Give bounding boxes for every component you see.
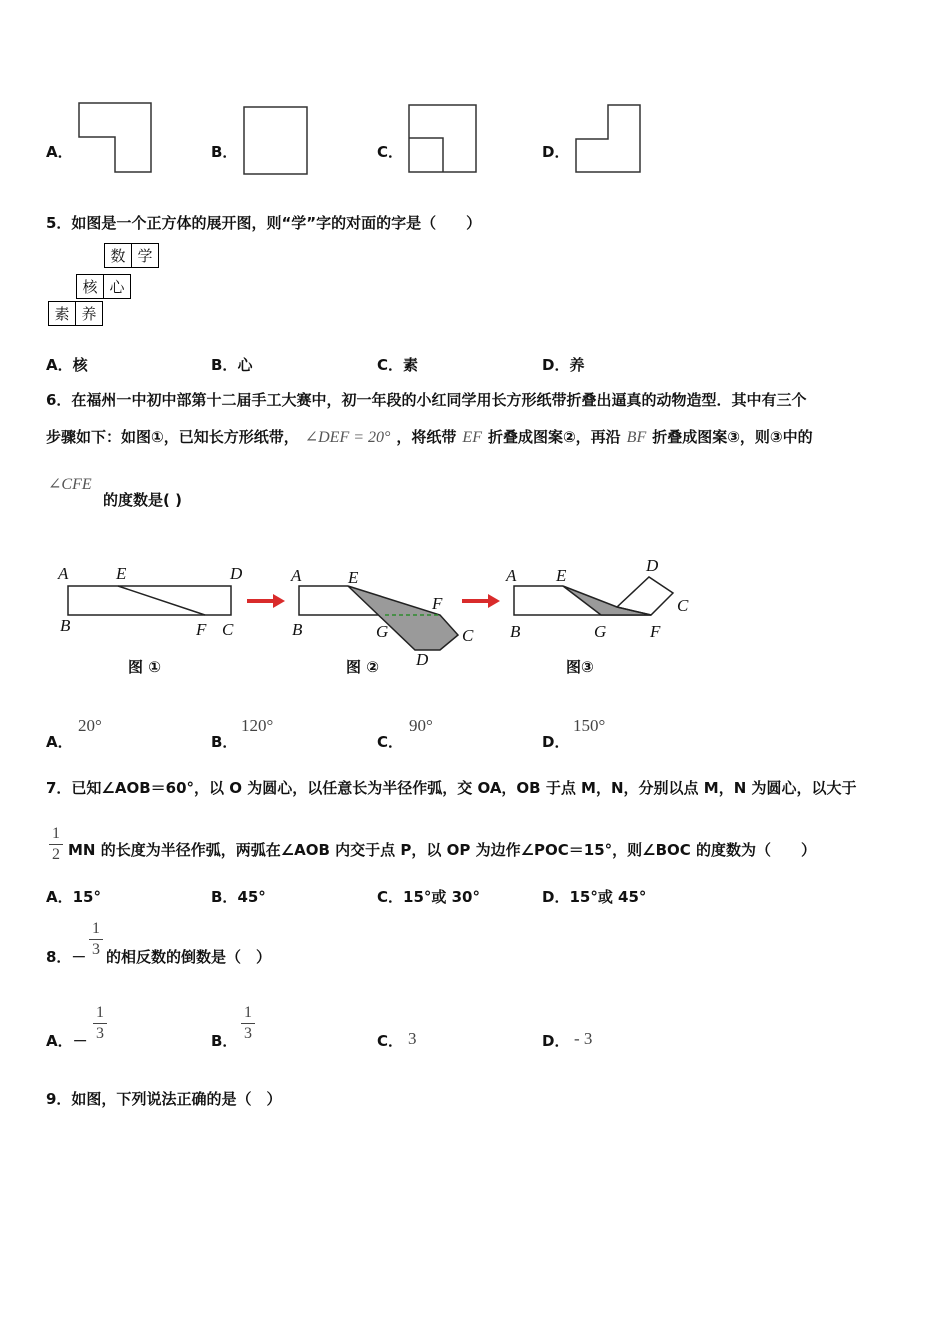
q8-option-b-fraction: 1 3 [241, 1004, 255, 1043]
net-cell: 数 [104, 243, 132, 268]
fig1-label-e: E [116, 564, 127, 583]
net-cell: 心 [103, 274, 131, 299]
fig2-label-g: G [376, 622, 389, 641]
fig3-caption: 图③ [566, 658, 594, 676]
q6-option-d-value: 150° [573, 716, 606, 735]
q8-option-a-fraction: 1 3 [93, 1004, 107, 1043]
q8-fraction: 1 3 [89, 920, 103, 959]
q6-option-c-value: 90° [409, 716, 433, 735]
q6-option-d-letter: D． [542, 733, 570, 751]
q8-option-c-letter: C． [377, 1032, 404, 1050]
fig3-label-d: D [646, 556, 659, 575]
q7-line1: 7．已知∠AOB＝60°，以 O 为圆心，以任意长为半径作弧，交 OA，OB 于点 M，N，分别以点 M，N 为圆心，以大于 [46, 779, 857, 797]
q7-fraction: 1 2 [49, 825, 63, 864]
q4-option-d-letter: D． [542, 143, 570, 161]
net-cell: 学 [131, 243, 159, 268]
q8-option-a-letter: A．－ [46, 1032, 88, 1050]
fig1-label-f: F [196, 620, 207, 639]
fig2-caption: 图 ② [346, 658, 379, 676]
q4-option-b-letter: B． [211, 143, 238, 161]
q7-option-a: A．15° [46, 888, 101, 906]
q6-option-a-letter: A． [46, 733, 73, 751]
figure-2 [290, 570, 480, 660]
q7-option-d: D．15°或 45° [542, 888, 647, 906]
fig3-label-e: E [556, 566, 567, 585]
fig1-label-c: C [222, 620, 234, 639]
q4-option-a-letter: A． [46, 143, 73, 161]
q4-option-b-figure [243, 106, 309, 176]
q9-stem: 9．如图，下列说法正确的是（ ） [46, 1090, 282, 1108]
fig3-label-c: C [677, 596, 689, 615]
q8-option-b-letter: B． [211, 1032, 238, 1050]
fig2-label-b: B [292, 620, 303, 639]
fig3-label-g: G [594, 622, 607, 641]
q6-line3: 的度数是( ) [103, 491, 182, 509]
fig2-label-a: A [291, 566, 302, 585]
fig2-label-e: E [348, 568, 359, 587]
fig3-label-f: F [650, 622, 661, 641]
q6-option-b-value: 120° [241, 716, 274, 735]
q4-option-d-figure [575, 104, 643, 174]
q5-stem: 5．如图是一个正方体的展开图，则“学”字的对面的字是（ ） [46, 214, 482, 232]
q7-option-b: B．45° [211, 888, 266, 906]
fig3-label-a: A [506, 566, 517, 585]
q8-prefix: 8．－ [46, 948, 87, 966]
q7-line2: MN 的长度为半径作弧，两弧在∠AOB 内交于点 P，以 OP 为边作∠POC＝15°，则∠BOC 的度数为（ ） [68, 841, 817, 859]
q6-angle-cfe: ∠CFE [48, 476, 92, 493]
net-cell: 核 [76, 274, 104, 299]
fig2-label-c: C [462, 626, 474, 645]
q4-option-c-figure [408, 104, 478, 174]
q6-line2: 步骤如下：如图①，已知长方形纸带， ∠DEF = 20° ，将纸带 EF 折叠成图案②，再沿 BF 折叠成图案③，则③中的 [46, 428, 813, 446]
fig1-label-a: A [58, 564, 69, 583]
q8-suffix: 的相反数的倒数是（ ） [106, 948, 272, 966]
figure-3 [505, 565, 695, 630]
q6-option-c-letter: C． [377, 733, 404, 751]
q5-option-a: A．核 [46, 356, 88, 374]
fig2-label-f: F [432, 594, 443, 613]
fig2-label-d: D [416, 650, 429, 669]
q8-option-c-value: 3 [408, 1029, 417, 1048]
fig1-label-b: B [60, 616, 71, 635]
q7-option-c: C．15°或 30° [377, 888, 480, 906]
q6-option-b-letter: B． [211, 733, 238, 751]
arrow-right-icon [460, 592, 502, 610]
q5-option-c: C．素 [377, 356, 419, 374]
q4-option-a-figure [78, 102, 154, 174]
net-cell: 素 [48, 301, 76, 326]
fig1-label-d: D [230, 564, 243, 583]
fig1-caption: 图 ① [128, 658, 161, 676]
arrow-right-icon [245, 592, 287, 610]
q5-option-b: B．心 [211, 356, 253, 374]
q8-option-d-value: - 3 [574, 1029, 593, 1048]
q4-option-c-letter: C． [377, 143, 404, 161]
q5-option-d: D．养 [542, 356, 585, 374]
net-cell: 养 [75, 301, 103, 326]
fig3-label-b: B [510, 622, 521, 641]
q6-line1: 6．在福州一中初中部第十二届手工大赛中，初一年段的小红同学用长方形纸带折叠出逼真的动物造型．其中有三个 [46, 391, 807, 409]
q8-option-d-letter: D． [542, 1032, 570, 1050]
q6-option-a-value: 20° [78, 716, 102, 735]
